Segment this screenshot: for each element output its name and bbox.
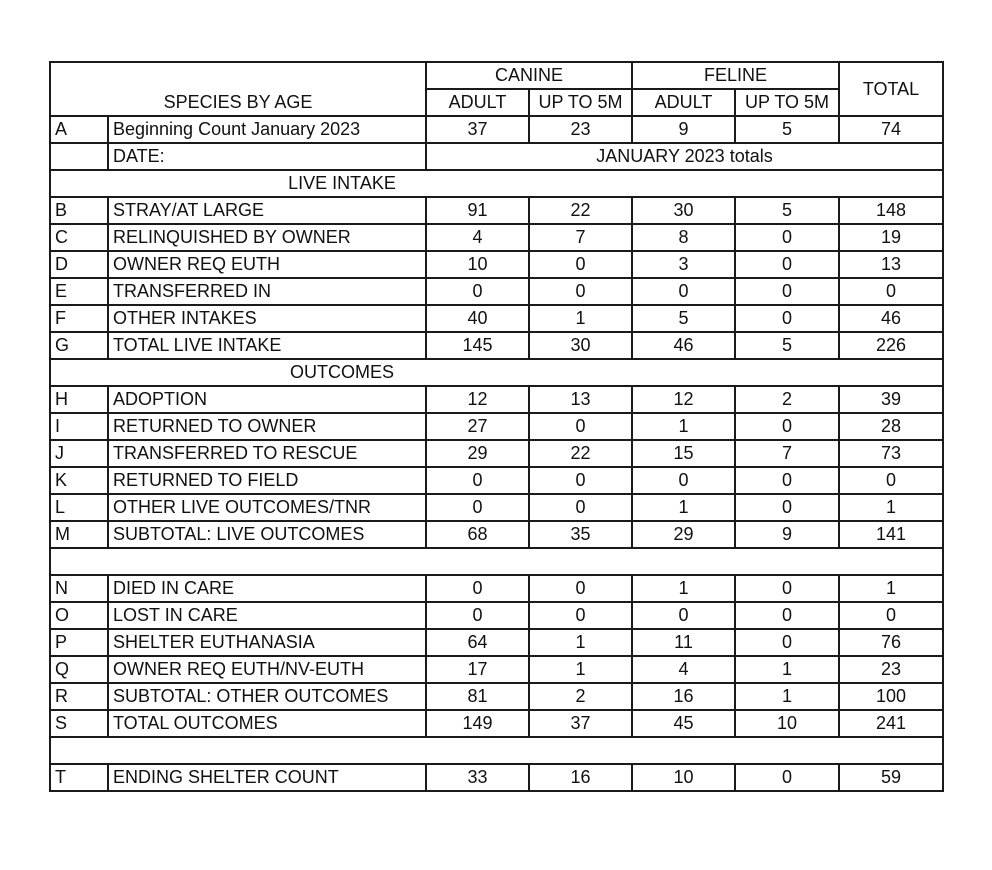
feline-adult-header: ADULT [632,89,735,116]
row-label: OTHER INTAKES [108,305,426,332]
cell-value: 1 [632,413,735,440]
cell-value: 1 [839,494,943,521]
shelter-statistics-table [49,61,944,792]
canine-up-to-5m-header: UP TO 5M [529,89,632,116]
row-code: A [50,116,108,143]
cell-value: 13 [839,251,943,278]
cell-value: 0 [839,278,943,305]
row-label: OWNER REQ EUTH/NV-EUTH [108,656,426,683]
cell-value: 149 [426,710,529,737]
row-label: ADOPTION [108,386,426,413]
row-label: Beginning Count January 2023 [108,116,426,143]
cell-value: 1 [735,683,839,710]
other-outcome-row [50,683,943,710]
cell-value: 1 [839,575,943,602]
outcomes-title-row [50,359,943,386]
outcome-row [50,467,943,494]
cell-value: 45 [632,710,735,737]
row-label: LOST IN CARE [108,602,426,629]
outcome-row [50,440,943,467]
cell-value: 13 [529,386,632,413]
row-code: P [50,629,108,656]
cell-value: 11 [632,629,735,656]
cell-value: 145 [426,332,529,359]
cell-value: 8 [632,224,735,251]
row-label: SHELTER EUTHANASIA [108,629,426,656]
cell-value: 0 [735,251,839,278]
row-code: M [50,521,108,548]
species-by-age-header [50,62,426,116]
cell-value: 30 [529,332,632,359]
cell-value: 4 [426,224,529,251]
cell-value: 7 [529,224,632,251]
cell-value: 241 [839,710,943,737]
cell-value: 27 [426,413,529,440]
cell-value: 3 [632,251,735,278]
cell-value: 0 [735,278,839,305]
cell-value: 74 [839,116,943,143]
cell-value: 46 [632,332,735,359]
blank-spacer-row [50,548,943,575]
row-code: C [50,224,108,251]
row-label: RETURNED TO OWNER [108,413,426,440]
cell-value: 37 [529,710,632,737]
cell-value: 0 [426,278,529,305]
cell-value: 0 [735,629,839,656]
header-row-species [50,62,943,89]
row-label: STRAY/AT LARGE [108,197,426,224]
cell-value: 23 [529,116,632,143]
row-code: S [50,710,108,737]
cell-value: 100 [839,683,943,710]
cell-value: 0 [632,602,735,629]
outcomes-title-cell [50,359,943,386]
row-code: D [50,251,108,278]
cell-value: 0 [529,278,632,305]
cell-value: 1 [632,575,735,602]
cell-value: 16 [529,764,632,791]
row-label: ENDING SHELTER COUNT [108,764,426,791]
cell-value: 0 [529,602,632,629]
intake-row [50,197,943,224]
cell-value: 7 [735,440,839,467]
cell-value: 0 [529,494,632,521]
other-outcome-row [50,629,943,656]
row-label: RELINQUISHED BY OWNER [108,224,426,251]
row-label: TOTAL OUTCOMES [108,710,426,737]
cell-value: 1 [529,305,632,332]
cell-value: 68 [426,521,529,548]
cell-value: 81 [426,683,529,710]
cell-value: 29 [632,521,735,548]
cell-value: 0 [632,278,735,305]
cell-value: 29 [426,440,529,467]
cell-value: 5 [735,332,839,359]
outcome-row [50,413,943,440]
cell-value: 10 [735,710,839,737]
cell-value: 0 [735,575,839,602]
other-outcome-row [50,602,943,629]
cell-value: 0 [426,494,529,521]
cell-value: 1 [632,494,735,521]
cell-value: 46 [839,305,943,332]
empty-cell [50,143,108,170]
cell-value: 28 [839,413,943,440]
cell-value: 0 [529,413,632,440]
cell-value: 12 [426,386,529,413]
row-label: DIED IN CARE [108,575,426,602]
cell-value: 40 [426,305,529,332]
cell-value: 0 [735,467,839,494]
outcome-row [50,521,943,548]
cell-value: 5 [632,305,735,332]
cell-value: 22 [529,440,632,467]
row-code: E [50,278,108,305]
cell-value: 0 [839,602,943,629]
cell-value: 0 [529,575,632,602]
other-outcome-row [50,710,943,737]
date-row [50,143,943,170]
cell-value: 226 [839,332,943,359]
cell-value: 0 [529,251,632,278]
row-code: Q [50,656,108,683]
cell-value: 76 [839,629,943,656]
cell-value: 4 [632,656,735,683]
live-intake-title-cell [50,170,943,197]
cell-value: 0 [529,467,632,494]
outcome-row [50,494,943,521]
cell-value: 37 [426,116,529,143]
intake-row [50,305,943,332]
outcomes-title: OUTCOMES [289,362,394,382]
row-label: OTHER LIVE OUTCOMES/TNR [108,494,426,521]
intake-row [50,278,943,305]
row-code: H [50,386,108,413]
cell-value: 15 [632,440,735,467]
row-code: K [50,467,108,494]
row-code: B [50,197,108,224]
species-by-age-label: SPECIES BY AGE [163,92,313,112]
cell-value: 23 [839,656,943,683]
cell-value: 33 [426,764,529,791]
cell-value: 0 [735,494,839,521]
row-label: SUBTOTAL: OTHER OUTCOMES [108,683,426,710]
date-value: JANUARY 2023 totals [426,143,943,170]
cell-value: 9 [632,116,735,143]
row-code: F [50,305,108,332]
date-label: DATE: [108,143,426,170]
cell-value: 12 [632,386,735,413]
cell-value: 0 [426,467,529,494]
cell-value: 35 [529,521,632,548]
row-label: OWNER REQ EUTH [108,251,426,278]
cell-value: 2 [735,386,839,413]
intake-row [50,224,943,251]
cell-value: 0 [632,467,735,494]
other-outcome-row [50,575,943,602]
row-label: TRANSFERRED IN [108,278,426,305]
cell-value: 2 [529,683,632,710]
cell-value: 19 [839,224,943,251]
ending-count-row [50,764,943,791]
cell-value: 0 [735,305,839,332]
feline-up-to-5m-header: UP TO 5M [735,89,839,116]
cell-value: 17 [426,656,529,683]
cell-value: 91 [426,197,529,224]
cell-value: 1 [529,629,632,656]
outcome-row [50,386,943,413]
cell-value: 0 [735,413,839,440]
beginning-count-row [50,116,943,143]
gap-row-cell [50,737,943,764]
row-code: L [50,494,108,521]
row-label: TRANSFERRED TO RESCUE [108,440,426,467]
row-code: T [50,764,108,791]
cell-value: 9 [735,521,839,548]
live-intake-title: LIVE INTAKE [288,173,396,193]
cell-value: 16 [632,683,735,710]
row-label: RETURNED TO FIELD [108,467,426,494]
total-header: TOTAL [839,62,943,116]
cell-value: 5 [735,197,839,224]
cell-value: 10 [632,764,735,791]
row-code: J [50,440,108,467]
cell-value: 5 [735,116,839,143]
cell-value: 0 [426,602,529,629]
cell-value: 148 [839,197,943,224]
cell-value: 22 [529,197,632,224]
intake-row [50,332,943,359]
cell-value: 30 [632,197,735,224]
row-code: R [50,683,108,710]
intake-row [50,251,943,278]
canine-adult-header: ADULT [426,89,529,116]
blank-spacer-row-cell [50,548,943,575]
cell-value: 39 [839,386,943,413]
row-label: TOTAL LIVE INTAKE [108,332,426,359]
cell-value: 1 [735,656,839,683]
row-code: N [50,575,108,602]
cell-value: 73 [839,440,943,467]
cell-value: 0 [735,602,839,629]
other-outcome-row [50,656,943,683]
cell-value: 0 [426,575,529,602]
cell-value: 59 [839,764,943,791]
cell-value: 141 [839,521,943,548]
row-code: I [50,413,108,440]
cell-value: 1 [529,656,632,683]
row-code: O [50,602,108,629]
cell-value: 64 [426,629,529,656]
row-code: G [50,332,108,359]
cell-value: 0 [839,467,943,494]
row-label: SUBTOTAL: LIVE OUTCOMES [108,521,426,548]
cell-value: 10 [426,251,529,278]
live-intake-title-row [50,170,943,197]
cell-value: 0 [735,224,839,251]
cell-value: 0 [735,764,839,791]
gap-row [50,737,943,764]
canine-header: CANINE [426,62,632,89]
feline-header: FELINE [632,62,839,89]
